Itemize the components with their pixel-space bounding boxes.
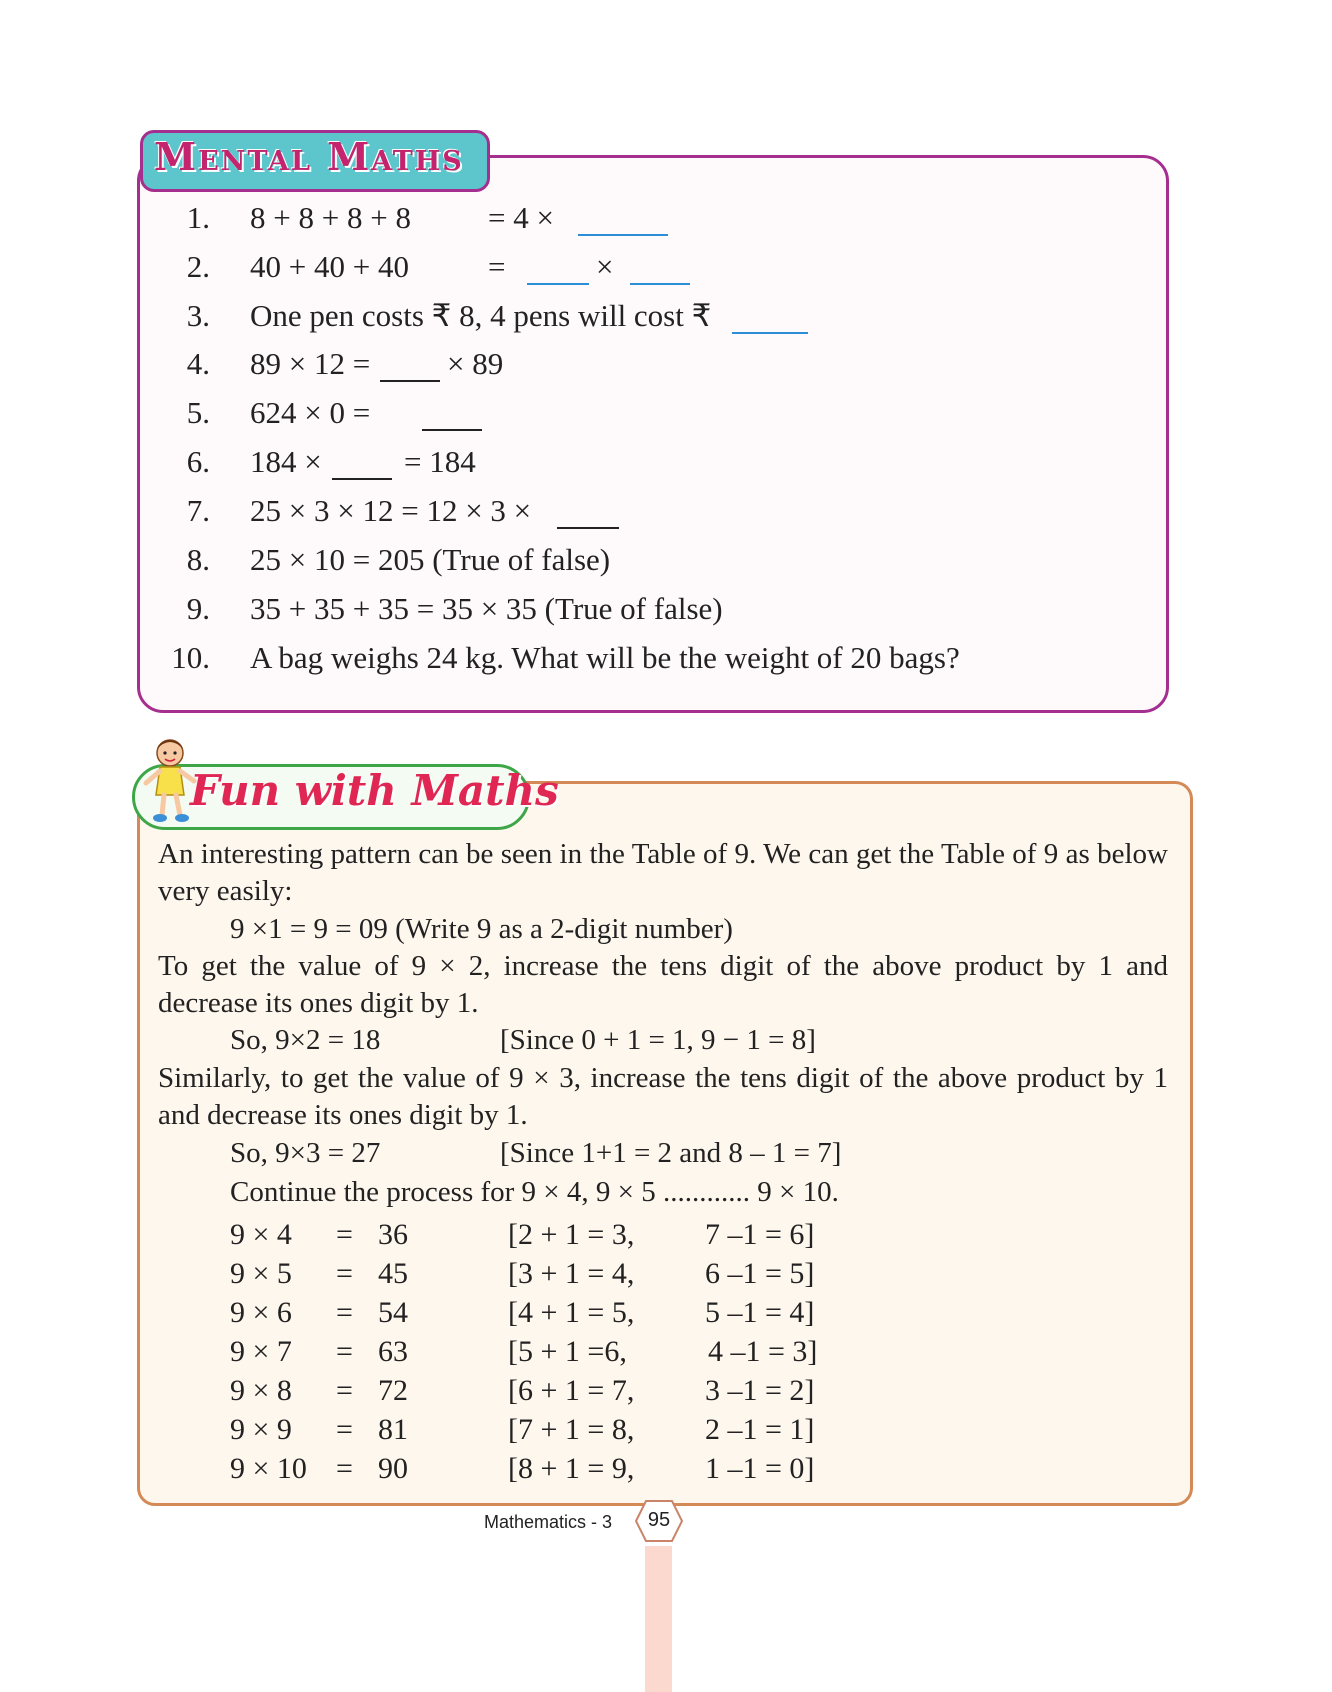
question-number: 6.: [186, 444, 210, 479]
table-row-expr: 9 × 5: [230, 1257, 292, 1290]
example-reason: [Since 0 + 1 = 1, 9 − 1 = 8]: [500, 1024, 816, 1056]
table-row-eq: =: [336, 1335, 353, 1368]
table-row-expr: 9 × 10: [230, 1452, 307, 1485]
table-row-eq: =: [336, 1257, 353, 1290]
answer-blank[interactable]: [578, 208, 668, 244]
table-row-eq: =: [336, 1218, 353, 1251]
table-row-expr: 9 × 8: [230, 1374, 292, 1407]
table-row-left: [6 + 1 = 7,: [508, 1374, 635, 1407]
question-number: 5.: [186, 395, 210, 430]
table-row-result: 54: [378, 1296, 408, 1329]
table-row-left: [2 + 1 = 3,: [508, 1218, 635, 1251]
answer-blank[interactable]: [527, 257, 589, 293]
question-text: 89 × 12 =: [250, 346, 371, 381]
table-row-result: 45: [378, 1257, 408, 1290]
example-line: 9 ×1 = 9 = 09 (Write 9 as a 2-digit number): [230, 913, 733, 945]
table-row-right: 1 –1 = 0]: [705, 1452, 815, 1485]
table-row-result: 36: [378, 1218, 408, 1251]
question-text: = 184: [404, 444, 476, 479]
question-text: =: [488, 249, 506, 284]
table-row-result: 72: [378, 1374, 408, 1407]
footer-book-title: Mathematics - 3: [484, 1512, 613, 1532]
example-line: So, 9×2 = 18: [230, 1024, 381, 1056]
question-text: 25 × 10 = 205 (True of false): [250, 542, 611, 577]
page-strip: [645, 1546, 672, 1692]
table-row-left: [7 + 1 = 8,: [508, 1413, 635, 1446]
question-text: 35 + 35 + 35 = 35 × 35 (True of false): [250, 591, 723, 626]
question-number: 9.: [186, 591, 210, 626]
table-row-result: 90: [378, 1452, 408, 1485]
table-row-result: 63: [378, 1335, 408, 1368]
table-row-left: [3 + 1 = 4,: [508, 1257, 635, 1290]
mental-maths-title: Mental Maths: [154, 134, 464, 179]
answer-blank[interactable]: [380, 354, 440, 390]
table-row-left: [8 + 1 = 9,: [508, 1452, 635, 1485]
question-text: = 4 ×: [488, 200, 554, 235]
table-row-result: 81: [378, 1413, 408, 1446]
question-text: ×: [596, 249, 614, 284]
table-row-right: 7 –1 = 6]: [705, 1218, 815, 1251]
question-number: 2.: [186, 249, 210, 284]
table-row-eq: =: [336, 1374, 353, 1407]
table-row-eq: =: [336, 1452, 353, 1485]
table-row-right: 2 –1 = 1]: [705, 1413, 815, 1446]
intro-paragraph: An interesting pattern can be seen in the Table of 9. We can get the Table of 9 as below very easily:: [158, 838, 1168, 907]
table-row-expr: 9 × 7: [230, 1335, 292, 1368]
question-number: 1.: [186, 200, 210, 235]
example-line: So, 9×3 = 27: [230, 1137, 381, 1169]
question-number: 10.: [171, 640, 210, 675]
table-row-expr: 9 × 4: [230, 1218, 292, 1251]
paragraph-3: Similarly, to get the value of 9 × 3, increase the tens digit of the above product by 1 and decrease its ones digit by 1.: [158, 1062, 1168, 1131]
fun-with-maths-title: Fun with Maths: [190, 766, 559, 815]
table-row-right: 4 –1 = 3]: [708, 1335, 818, 1368]
question-text: One pen costs ₹ 8, 4 pens will cost ₹: [250, 298, 712, 333]
answer-blank[interactable]: [630, 257, 690, 293]
table-row-left: [5 + 1 =6,: [508, 1335, 627, 1368]
question-text: A bag weighs 24 kg. What will be the weight of 20 bags?: [250, 640, 960, 675]
answer-blank[interactable]: [732, 306, 808, 342]
question-number: 4.: [186, 346, 210, 381]
question-text: 184 ×: [250, 444, 322, 479]
answer-blank[interactable]: [557, 501, 619, 537]
paragraph-2: To get the value of 9 × 2, increase the tens digit of the above product by 1 and decrease its ones digit by 1.: [158, 950, 1168, 1019]
table-row-expr: 9 × 6: [230, 1296, 292, 1329]
table-row-left: [4 + 1 = 5,: [508, 1296, 635, 1329]
answer-blank[interactable]: [332, 452, 392, 488]
question-text: 40 + 40 + 40: [250, 249, 409, 284]
question-text: × 89: [447, 346, 504, 381]
table-row-eq: =: [336, 1296, 353, 1329]
example-reason: [Since 1+1 = 2 and 8 – 1 = 7]: [500, 1137, 842, 1169]
table-row-eq: =: [336, 1413, 353, 1446]
table-row-expr: 9 × 9: [230, 1413, 292, 1446]
question-number: 8.: [186, 542, 210, 577]
table-row-right: 5 –1 = 4]: [705, 1296, 815, 1329]
page-number: 95: [647, 1509, 671, 1531]
answer-blank[interactable]: [422, 403, 482, 439]
question-text: 8 + 8 + 8 + 8: [250, 200, 411, 235]
continue-line: Continue the process for 9 × 4, 9 × 5 ............ 9 × 10.: [230, 1176, 839, 1208]
question-text: 25 × 3 × 12 = 12 × 3 ×: [250, 493, 532, 528]
table-row-right: 3 –1 = 2]: [705, 1374, 815, 1407]
question-text: 624 × 0 =: [250, 395, 371, 430]
question-number: 3.: [186, 298, 210, 333]
table-row-right: 6 –1 = 5]: [705, 1257, 815, 1290]
question-number: 7.: [186, 493, 210, 528]
